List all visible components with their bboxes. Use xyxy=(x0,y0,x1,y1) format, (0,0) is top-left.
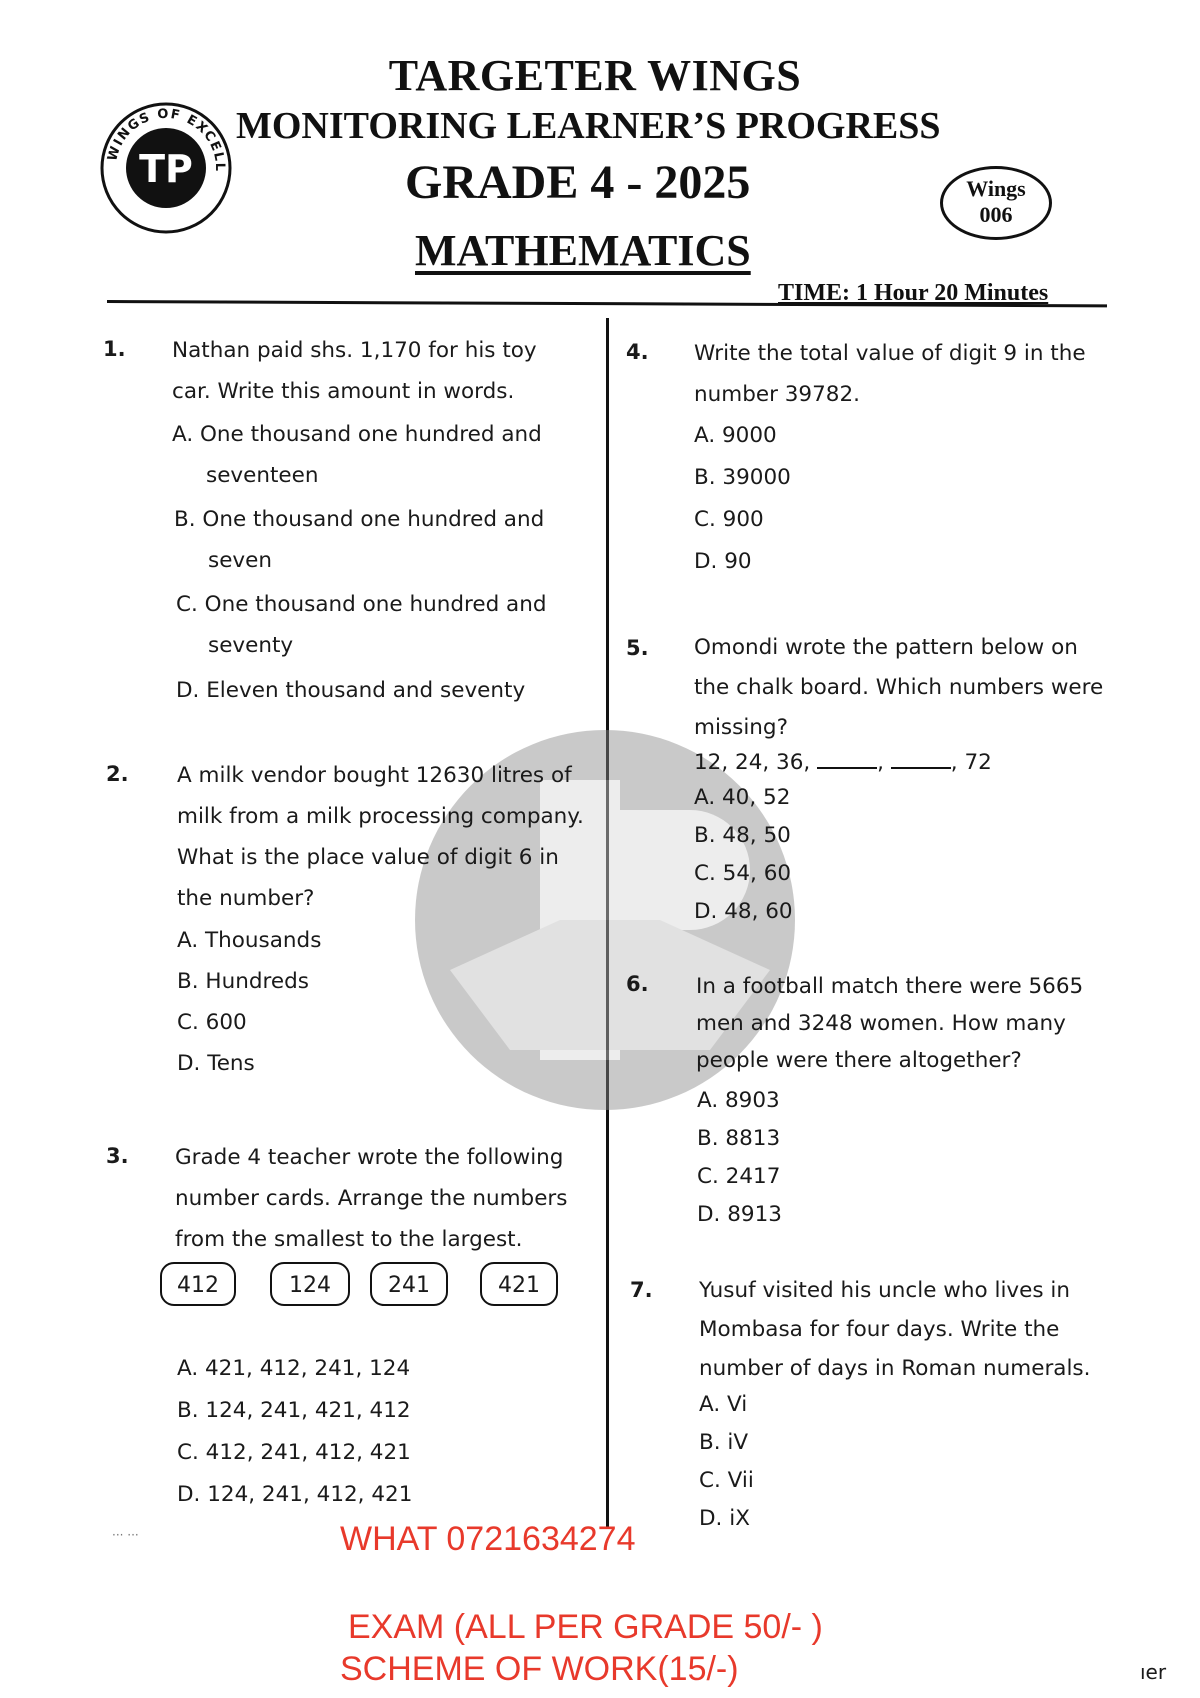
scan-mark: ··· ··· xyxy=(112,1528,139,1542)
logo-letters: TP xyxy=(139,147,193,191)
question-5: Omondi wrote the pattern below on the chalk board. Which numbers were missing? xyxy=(694,635,1104,740)
option: C. One thousand one hundred and xyxy=(176,592,547,617)
paper-code-badge: Wings 006 xyxy=(940,166,1052,240)
options-7: A. Vi B. iV C. Vii D. iX xyxy=(699,1392,754,1531)
corner-text: ıer xyxy=(1140,1660,1167,1684)
question-number: 3. xyxy=(106,1144,129,1168)
options-6: A. 8903 B. 8813 C. 2417 D. 8913 xyxy=(697,1088,782,1227)
number-card: 124 xyxy=(270,1262,350,1306)
option-cont: seventeen xyxy=(206,463,319,488)
question-number: 2. xyxy=(106,762,129,786)
question-4: Write the total value of digit 9 in the number 39782. xyxy=(694,341,1086,407)
options-5: A. 40, 52 B. 48, 50 C. 54, 60 D. 48, 60 xyxy=(694,785,793,924)
question-3: Grade 4 teacher wrote the following number cards. Arrange the numbers from the smallest to the largest. xyxy=(175,1145,568,1252)
option-cont: seven xyxy=(208,548,273,573)
question-number: 5. xyxy=(626,636,649,660)
question-number: 1. xyxy=(103,337,126,361)
grade-title: GRADE 4 - 2025 xyxy=(405,156,751,209)
options-2: A. Thousands B. Hundreds C. 600 D. Tens xyxy=(177,928,322,1076)
question-2: A milk vendor bought 12630 litres of milk from a milk processing company. What is the place value of digit 6 in the number? xyxy=(177,763,584,911)
options-3: A. 421, 412, 241, 124 B. 124, 241, 421, 412 C. 412, 241, 412, 421 D. 124, 241, 412, 421 xyxy=(177,1356,413,1507)
question-7: Yusuf visited his uncle who lives in Mombasa for four days. Write the number of days in Roman numerals. xyxy=(699,1278,1091,1381)
option-cont: seventy xyxy=(208,633,294,658)
logo-ring-text: WINGS OF EXCELL xyxy=(105,106,228,173)
question-6: In a football match there were 5665 men and 3248 women. How many people were there altogether? xyxy=(696,974,1084,1073)
promo-phone: WHAT 0721634274 xyxy=(340,1520,636,1558)
exam-subtitle: MONITORING LEARNER’S PROGRESS xyxy=(236,105,941,147)
question-number: 6. xyxy=(626,972,649,996)
question-1: Nathan paid shs. 1,170 for his toy car. Write this amount in words. xyxy=(172,338,537,404)
number-card: 241 xyxy=(370,1262,448,1306)
school-logo xyxy=(96,98,236,238)
number-pattern: 12, 24, 36, , , 72 xyxy=(694,750,992,775)
subject-title: MATHEMATICS xyxy=(415,226,751,275)
option: D. Eleven thousand and seventy xyxy=(176,678,526,703)
exam-duration: TIME: 1 Hour 20 Minutes xyxy=(778,280,1049,306)
option: B. One thousand one hundred and xyxy=(174,507,545,532)
number-card: 421 xyxy=(480,1262,558,1306)
option: A. One thousand one hundred and xyxy=(172,422,542,447)
promo-scheme: SCHEME OF WORK(15/-) xyxy=(340,1650,739,1688)
question-number: 7. xyxy=(630,1278,653,1302)
options-4: A. 9000 B. 39000 C. 900 D. 90 xyxy=(694,423,791,574)
question-number: 4. xyxy=(626,340,649,364)
number-card: 412 xyxy=(160,1262,236,1306)
org-title: TARGETER WINGS xyxy=(388,51,802,100)
promo-exam: EXAM (ALL PER GRADE 50/- ) xyxy=(348,1608,823,1646)
